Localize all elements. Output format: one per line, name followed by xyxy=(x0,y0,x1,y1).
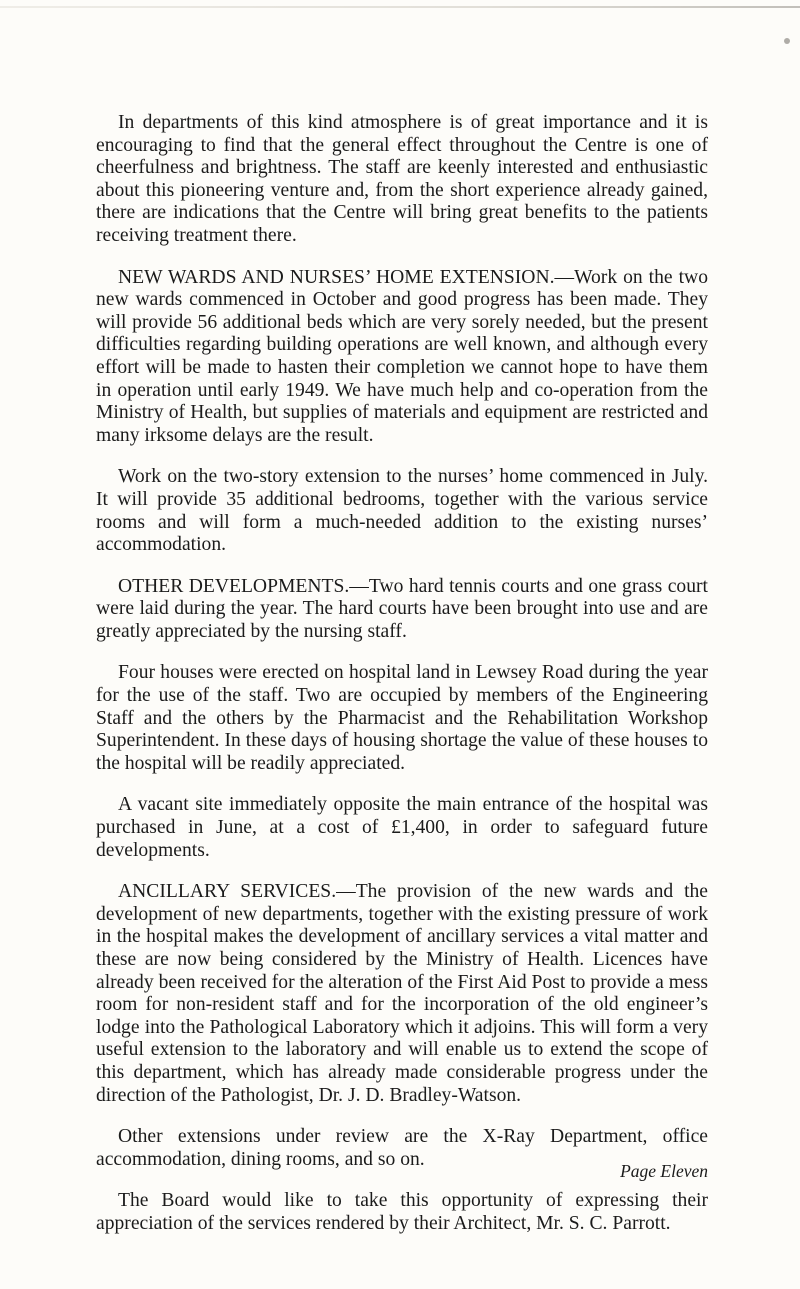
paragraph-staff-houses: Four houses were erected on hospital land in Lewsey Road during the year for the use of the staff. Two are occupied by members of the Engineering Staff and the others by the Pharmacist and the Rehabilitation Workshop Superintendent. In these days of housing shortage the value of these houses to the hospital will be readily appreciated. xyxy=(96,662,708,774)
paragraph-architect-thanks: The Board would like to take this opportunity of expressing their appreciation of the services rendered by their Architect, Mr. S. C. Parrott. xyxy=(96,1190,708,1234)
paragraph-other-extensions: Other extensions under review are the X-Ray Department, office accommodation, dining rooms, and so on. xyxy=(96,1126,708,1170)
paragraph-nurses-home: Work on the two-story extension to the nurses’ home commenced in July. It will provide 35 additional bedrooms, together with the various service rooms and will form a much-needed addition to the existing nurses’ accommodation. xyxy=(96,466,708,556)
paragraph-other-developments: OTHER DEVELOPMENTS.—Two hard tennis courts and one grass court were laid during the year. The hard courts have been brought into use and are greatly appreciated by the nursing staff. xyxy=(96,575,708,642)
scan-speck xyxy=(784,38,790,44)
paragraph-ancillary-services: ANCILLARY SERVICES.—The provision of the new wards and the development of new departments, together with the existing pressure of work in the hospital makes the development of ancillary services a vital matter and these are now being considered by the Ministry of Health. Licences have already been received for the alteration of the First Aid Post to provide a mess room for non-resident staff and for the incorporation of the old engineer’s lodge into the Pathological Laboratory which it adjoins. This will form a very useful extension to the laboratory and will enable us to extend the scope of this department, which has already made considerable progress under the direction of the Pathologist, Dr. J. D. Bradley-Watson. xyxy=(96,881,708,1106)
document-body xyxy=(96,112,708,1255)
paragraph-atmosphere: In departments of this kind atmosphere is of great importance and it is encouraging to find that the general effect throughout the Centre is one of cheerfulness and brightness. The staff are keenly interested and enthusiastic about this pioneering venture and, from the short experience already gained, there are indications that the Centre will bring great benefits to the patients receiving treatment there. xyxy=(96,112,708,246)
scan-edge-line xyxy=(0,6,800,8)
paragraph-new-wards: NEW WARDS AND NURSES’ HOME EXTENSION.—Work on the two new wards commenced in October and good progress has been made. They will provide 56 additional beds which are very sorely needed, but the present difficulties regarding building operations are well known, and although every effort will be made to hasten their completion we cannot hope to have them in operation until early 1949. We have much help and co-operation from the Ministry of Health, but supplies of materials and equipment are restricted and many irksome delays are the result. xyxy=(96,266,708,446)
page-number: Page Eleven xyxy=(620,1161,708,1181)
paragraph-vacant-site: A vacant site immediately opposite the main entrance of the hospital was purchased in June, at a cost of £1,400, in order to safeguard future developments. xyxy=(96,794,708,861)
